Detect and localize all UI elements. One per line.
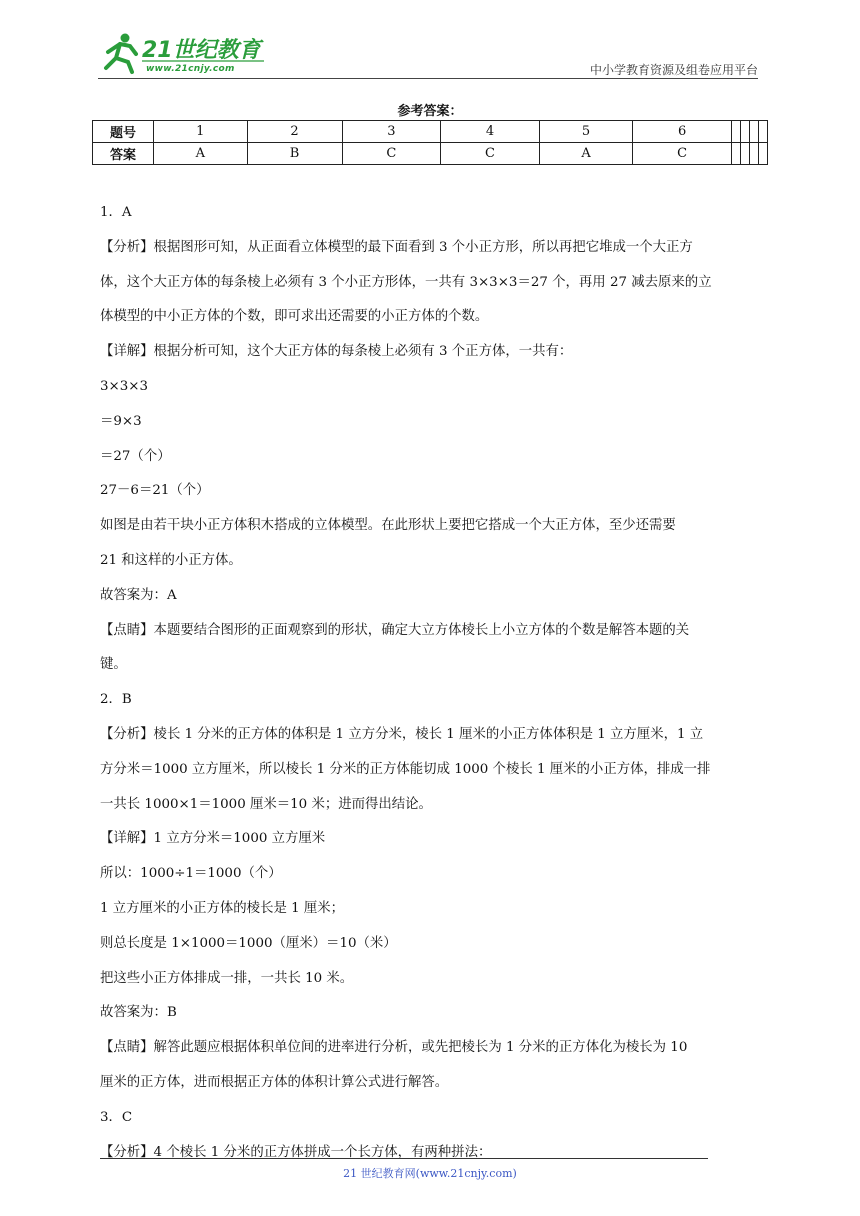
answer-label: 答案: [93, 143, 154, 165]
analysis-line: 方分米＝1000 立方厘米，所以棱长 1 分米的正方体能切成 1000 个棱长 1 厘米的小正方体，排成一排: [100, 761, 711, 777]
platform-tagline: 中小学教育资源及组卷应用平台: [589, 63, 758, 77]
calculation-line: 则总长度是 1×1000＝1000（厘米）＝10（米）: [100, 935, 397, 951]
question-number-label: 题号: [93, 121, 154, 143]
comment-line: 【点睛】本题要结合图形的正面观察到的形状，确定大立方体棱长上小立方体的个数是解答本题的关: [100, 622, 690, 638]
answer-cell: [740, 143, 749, 165]
header-divider: [98, 78, 758, 79]
svg-text:21世纪教育: 21世纪教育: [142, 38, 261, 63]
question-number-cell: 5: [539, 121, 633, 143]
footer-link[interactable]: 21 世纪教育网(www.21cnjy.com): [343, 1167, 517, 1180]
question-number-cell: 6: [633, 121, 732, 143]
question-number-row: [93, 121, 768, 143]
answer-cell: C: [633, 143, 732, 165]
question-number-cell: [758, 121, 767, 143]
final-answer-line: 故答案为：B: [100, 1005, 177, 1021]
calculation-line: 27－6＝21（个）: [100, 483, 210, 499]
question-number-cell: [731, 121, 740, 143]
solution-body: [100, 196, 760, 1170]
answer-table: [92, 120, 768, 165]
analysis-line: 【分析】根据图形可知，从正面看立体模型的最下面看到 3 个小正方形，所以再把它堆成一个大正方: [100, 239, 693, 255]
analysis-line: 一共长 1000×1＝1000 厘米＝10 米；进而得出结论。: [100, 796, 432, 812]
answer-key-title: 参考答案：: [397, 104, 463, 119]
analysis-line: 【分析】4 个棱长 1 分米的正方体拼成一个长方体，有两种拼法：: [100, 1144, 492, 1160]
comment-line: 键。: [100, 657, 127, 673]
question-heading: 3．C: [100, 1109, 133, 1125]
answer-cell: [758, 143, 767, 165]
question-number-cell: [749, 121, 758, 143]
detail-line: 21 和这样的小正方体。: [100, 552, 242, 568]
answer-cell: [749, 143, 758, 165]
footer-divider: [100, 1158, 708, 1159]
answer-cell: [731, 143, 740, 165]
calculation-line: 3×3×3: [100, 378, 148, 394]
detail-line: 【详解】根据分析可知，这个大正方体的每条棱上必须有 3 个正方体，一共有：: [100, 344, 573, 360]
page-header: [98, 30, 758, 82]
site-logo[interactable]: [98, 30, 268, 76]
detail-line: 1 立方厘米的小正方体的棱长是 1 厘米；: [100, 900, 345, 916]
comment-line: 厘米的正方体，进而根据正方体的体积计算公式进行解答。: [100, 1074, 449, 1090]
question-number-cell: [740, 121, 749, 143]
calculation-line: ＝9×3: [100, 413, 142, 429]
question-heading: 2．B: [100, 692, 132, 708]
question-number-cell: 1: [154, 121, 248, 143]
question-heading: 1．A: [100, 205, 132, 220]
detail-line: 把这些小正方体排成一排，一共长 10 米。: [100, 970, 354, 986]
answer-cell: A: [154, 143, 248, 165]
analysis-line: 体，这个大正方体的每条棱上必须有 3 个小正方形体，一共有 3×3×3＝27 个，再用 27 减去原来的立: [100, 274, 712, 290]
answer-cell: C: [441, 143, 540, 165]
logo-url: www.21cnjy.com: [146, 64, 235, 74]
detail-line: 如图是由若干块小正方体积木搭成的立体模型。在此形状上要把它搭成一个大正方体，至少还需要: [100, 518, 676, 534]
calculation-line: 所以：1000÷1＝1000（个）: [100, 866, 282, 882]
analysis-line: 体模型的中小正方体的个数，即可求出还需要的小正方体的个数。: [100, 309, 489, 325]
detail-line: 【详解】1 立方分米＝1000 立方厘米: [100, 831, 326, 847]
question-number-cell: 3: [342, 121, 441, 143]
answer-row: [93, 143, 768, 165]
analysis-line: 【分析】棱长 1 分米的正方体的体积是 1 立方分米，棱长 1 厘米的小正方体体积是 1 立方厘米，1 立: [100, 726, 704, 742]
answer-cell: C: [342, 143, 441, 165]
question-number-cell: 2: [247, 121, 342, 143]
calculation-line: ＝27（个）: [100, 448, 171, 464]
question-number-cell: 4: [441, 121, 540, 143]
answer-cell: B: [247, 143, 342, 165]
answer-cell: A: [539, 143, 633, 165]
comment-line: 【点睛】解答此题应根据体积单位间的进率进行分析，或先把棱长为 1 分米的正方体化为棱长为 10: [100, 1040, 688, 1056]
final-answer-line: 故答案为：A: [100, 587, 177, 603]
